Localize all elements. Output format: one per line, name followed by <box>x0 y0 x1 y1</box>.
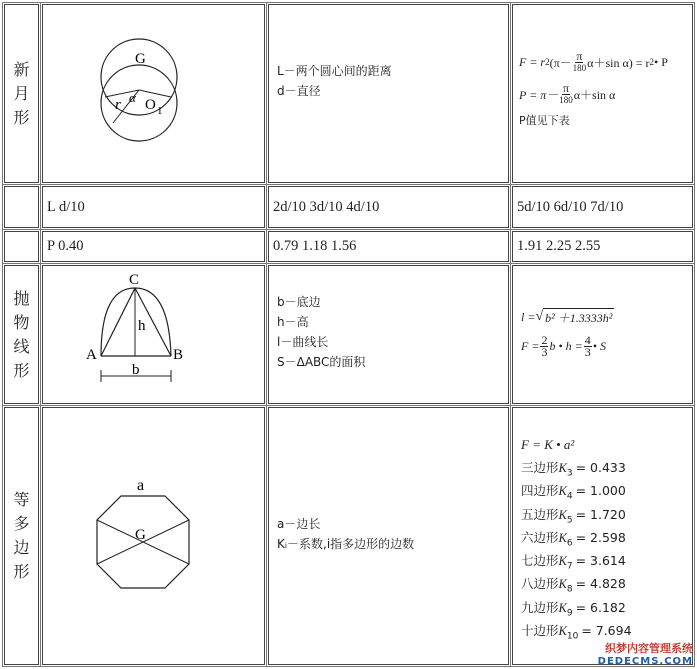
polygon-diagram-cell <box>42 407 265 665</box>
parabola-formula <box>512 265 693 404</box>
polygon-name: 十边形 <box>521 623 559 639</box>
parabola-diagram-cell <box>42 265 265 404</box>
coefficient-subscript: 5 <box>566 515 573 526</box>
table-l-cell-2: 2d/10 3d/10 4d/10 <box>268 186 509 228</box>
desc-line: S－ΔABC的面积 <box>277 355 366 369</box>
coefficient-subscript: 7 <box>566 561 573 572</box>
desc-line: d－直径 <box>277 84 321 98</box>
coefficient-row <box>521 503 692 526</box>
coefficient-symbol: K <box>558 577 567 592</box>
parabola-label-b-point: B <box>173 347 184 363</box>
coefficient-row <box>521 572 692 595</box>
label-char: 抛 <box>13 288 30 308</box>
sqrt-symbol: √ <box>535 309 544 324</box>
polygon-name: 四边形 <box>521 483 559 499</box>
label-char: 形 <box>13 360 30 380</box>
polygon-name: 五边形 <box>521 506 559 522</box>
coefficient-symbol: K <box>558 600 567 615</box>
formula-f-parabola: F = $\frac{2}{3}$ b • h = $\frac{4}{3}$ • S <box>521 332 606 359</box>
crescent-description <box>268 4 509 183</box>
coefficient-value: = 1.000 <box>575 483 626 499</box>
row-label-empty <box>4 231 39 262</box>
coefficient-subscript: 3 <box>566 468 573 479</box>
coefficient-value: = 7.694 <box>581 623 632 639</box>
crescent-label-r: r <box>115 97 121 113</box>
label-char: 等 <box>13 490 30 509</box>
coefficient-symbol: K <box>558 484 567 499</box>
triangle-side <box>101 288 135 356</box>
row-label-empty <box>4 186 39 228</box>
polygon-name: 九边形 <box>521 599 559 615</box>
polygon-label-a: a <box>137 477 145 494</box>
polygon-formula <box>512 407 693 665</box>
watermark-line1: 织梦内容管理系统 <box>605 642 693 655</box>
watermark-logo <box>598 640 693 667</box>
coefficient-value: = 3.614 <box>575 553 626 569</box>
coefficient-symbol: K <box>558 554 567 569</box>
coefficient-row <box>521 619 692 642</box>
coefficient-value: = 0.433 <box>575 460 626 475</box>
crescent-label-o-sub: 1 <box>157 105 163 117</box>
polygon-name: 八边形 <box>521 576 559 592</box>
crescent-label-g: G <box>135 51 146 67</box>
table-p-cell-3: 1.91 2.25 2.55 <box>512 231 693 262</box>
polygon-description <box>268 407 509 665</box>
label-char: 形 <box>13 107 30 127</box>
crescent-diagram-cell <box>42 4 265 183</box>
polygon-name: 三边形 <box>521 460 559 475</box>
coefficient-value: = 6.182 <box>575 599 626 615</box>
coefficient-subscript: 4 <box>566 491 573 502</box>
formula-l-parabola: l = √ b² ＋1.3333h² <box>521 309 613 325</box>
desc-line: Kᵢ－系数,i指多边形的边数 <box>277 537 415 551</box>
label-char: 形 <box>13 562 30 581</box>
fraction: $\frac{\pi}{180}$ <box>559 80 573 105</box>
coefficient-row <box>521 479 692 502</box>
crescent-diagram <box>43 5 263 181</box>
parabola-label-b: b <box>132 362 140 378</box>
coefficient-subscript: 6 <box>566 538 573 549</box>
table-p-cell-1: P 0.40 <box>42 231 265 262</box>
coefficient-row <box>521 596 692 619</box>
desc-line: b－底边 <box>277 295 321 309</box>
watermark-line2: DEDECMS.COM <box>597 656 693 667</box>
coefficient-subscript: 9 <box>566 608 573 619</box>
crescent-label-alpha: α <box>129 90 136 105</box>
table-l-cell-1: L d/10 <box>42 186 265 228</box>
table-l-cell-3: 5d/10 6d/10 7d/10 <box>512 186 693 228</box>
label-char: 线 <box>13 336 30 356</box>
radius-line <box>139 90 171 97</box>
coefficient-list <box>521 456 692 642</box>
parabola-label-c: C <box>129 272 140 288</box>
parabola-curve <box>101 288 171 356</box>
parabola-description <box>268 265 509 404</box>
desc-line: a－边长 <box>277 517 321 531</box>
coefficient-row <box>521 456 692 479</box>
label-char: 多 <box>13 514 30 533</box>
coefficient-symbol: K <box>558 507 567 522</box>
parabola-label-h: h <box>138 318 146 334</box>
polygon-name: 六边形 <box>521 529 559 545</box>
table-p-cell-2: 0.79 1.18 1.56 <box>268 231 509 262</box>
label-char: 物 <box>13 312 30 332</box>
parabola-label-a: A <box>86 347 97 363</box>
coefficient-value: = 1.720 <box>575 506 626 522</box>
formula-f-crescent: F = r 2 (π－ $\frac{\pi}{180}$ α＋sin α) = r 2 • P <box>519 48 668 73</box>
crescent-formula <box>512 4 693 183</box>
formula-f-polygon: F = K • a² <box>521 437 575 452</box>
desc-line: l－曲线长 <box>277 335 329 349</box>
coefficient-value: = 4.828 <box>575 576 626 592</box>
coefficient-row <box>521 549 692 572</box>
crescent-label-o: O <box>145 97 156 113</box>
coefficient-symbol: K <box>558 461 567 475</box>
coefficient-subscript: 8 <box>566 584 573 595</box>
polygon-diagram <box>43 408 263 663</box>
row-label-polygon <box>4 407 39 665</box>
label-char: 月 <box>13 83 30 103</box>
label-char: 边 <box>13 538 30 557</box>
parabola-diagram <box>43 266 263 402</box>
row-label-parabola <box>4 265 39 404</box>
row-label-crescent <box>4 4 39 183</box>
fraction: $\frac{4}{3}$ <box>584 332 591 359</box>
desc-line: h－高 <box>277 315 309 329</box>
formula-p-crescent: P = π－ $\frac{\pi}{180}$ α＋sin α <box>519 80 616 105</box>
coefficient-value: = 2.598 <box>575 529 626 545</box>
label-char: 新 <box>13 59 30 79</box>
polygon-name: 七边形 <box>521 553 559 569</box>
coefficient-subscript: 10 <box>566 631 579 642</box>
coefficient-symbol: K <box>558 624 567 639</box>
fraction: $\frac{2}{3}$ <box>541 332 548 359</box>
formula-note: P值见下表 <box>519 114 570 127</box>
coefficient-symbol: K <box>558 530 567 545</box>
desc-line: L－两个圆心间的距离 <box>277 64 392 78</box>
fraction: $\frac{\pi}{180}$ <box>572 48 587 73</box>
polygon-label-g: G <box>135 527 146 543</box>
crescent-circle-lower <box>101 65 177 141</box>
coefficient-row <box>521 526 692 549</box>
